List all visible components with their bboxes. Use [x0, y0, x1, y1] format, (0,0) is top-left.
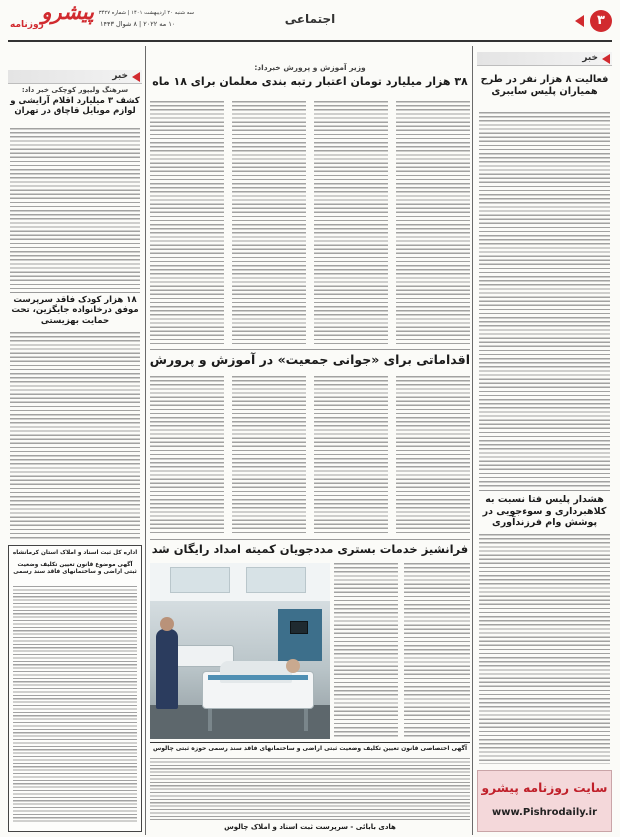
section-label-text: خبر [582, 53, 598, 63]
page-number: ۳ [590, 10, 612, 32]
website-ad [477, 770, 612, 832]
article-column [150, 376, 224, 536]
right-section-label [477, 52, 612, 66]
article-column [150, 101, 224, 346]
smuggling-kicker: سرهنگ ولیپور کوچکی خبر داد: [21, 86, 129, 94]
chalus-notice-title: آگهی اختصاصی قانون تعیین تکلیف وضعیت ثبتی اراضی و ساختمانهای فاقد سند رسمی حوزه ثبتی چالوس [152, 745, 468, 752]
article-column [314, 376, 388, 536]
article-body [479, 534, 610, 764]
article-column [396, 376, 470, 536]
ad-title: سایت روزنامه پیشرو [481, 781, 608, 795]
masthead-rule [8, 40, 612, 42]
notice-body [13, 586, 137, 822]
left-section-label [8, 70, 142, 84]
smuggling-headline: کشف ۳ میلیارد اقلام آرایشی و لوازم موبایل قاچاق در تهران [10, 96, 140, 117]
notice-office: اداره کل ثبت اسناد و املاک استان کرمانشاه [12, 550, 138, 556]
ad-url: www.Pishrodaily.ir [491, 807, 598, 818]
article-body [10, 128, 140, 290]
logo-wordmark: پیشرو [41, 0, 94, 24]
franchise-headline: فرانشیز خدمات بستری مددجویان کمیته امداد رایگان شد [151, 542, 469, 556]
article-column [396, 101, 470, 346]
page-section-title: اجتماعی [284, 12, 336, 26]
article-body [10, 332, 140, 540]
column-divider-left [145, 46, 146, 835]
notice-rule [150, 742, 470, 743]
section-label-text: خبر [112, 71, 128, 81]
newspaper-logo [8, 0, 96, 36]
column-divider-right [472, 46, 473, 835]
article-separator [479, 490, 610, 491]
article-separator [10, 292, 140, 293]
section-arrow-icon [575, 15, 584, 27]
logo-subtitle: روزنامه [10, 20, 44, 30]
article-column [232, 101, 306, 346]
article-column [334, 563, 398, 739]
article-separator [150, 539, 470, 540]
article-column [232, 376, 306, 536]
headline-cyber-police: فعالیت ۸ هزار نفر در طرح همیاران پلیس سایبری [480, 74, 609, 97]
notice-body [150, 758, 470, 820]
article-body [479, 112, 610, 488]
chalus-notice-signature: هادی بابائی - سرپرست ثبت اسناد و املاک چالوس [224, 823, 396, 831]
news-arrow-icon [602, 54, 610, 64]
population-headline: اقداماتی برای «جوانی جمعیت» در آموزش و پرورش [149, 352, 470, 367]
issue-date-persian: سه شنبه ۲۰ اردیبهشت ۱۴۰۱ | شماره ۳۴۲۷ [98, 10, 194, 16]
headline-fata-warning: هشدار پلیس فتا نسبت به کلاهبرداری و سوءجویی در پوشش وام فرزندآوری [482, 494, 607, 529]
lead-headline: ۳۸ هزار میلیارد تومان اعتبار رتبه بندی معلمان برای ۱۸ ماه [152, 75, 468, 88]
article-column [404, 563, 470, 739]
issue-date-gregorian: ۱۰ مه ۲۰۲۲ | ۸ شوال ۱۴۴۳ [100, 20, 176, 28]
article-column [314, 101, 388, 346]
hospital-ward-photo [150, 563, 330, 739]
kermanshah-notice [8, 545, 142, 832]
lead-kicker: وزیر آموزش و پرورش خبرداد: [254, 63, 366, 72]
orphans-headline: ۱۸ هزار کودک فاقد سرپرست موفق درخانواده جایگزین، تحت حمایت بهزیستی [11, 295, 139, 326]
article-separator [150, 349, 470, 350]
issue-dates [100, 8, 194, 32]
notice-title: آگهی موضوع قانون تعیین تکلیف وضعیت ثبتی اراضی و ساختمانهای فاقد سند رسمی [13, 562, 137, 575]
news-arrow-icon [132, 72, 140, 82]
